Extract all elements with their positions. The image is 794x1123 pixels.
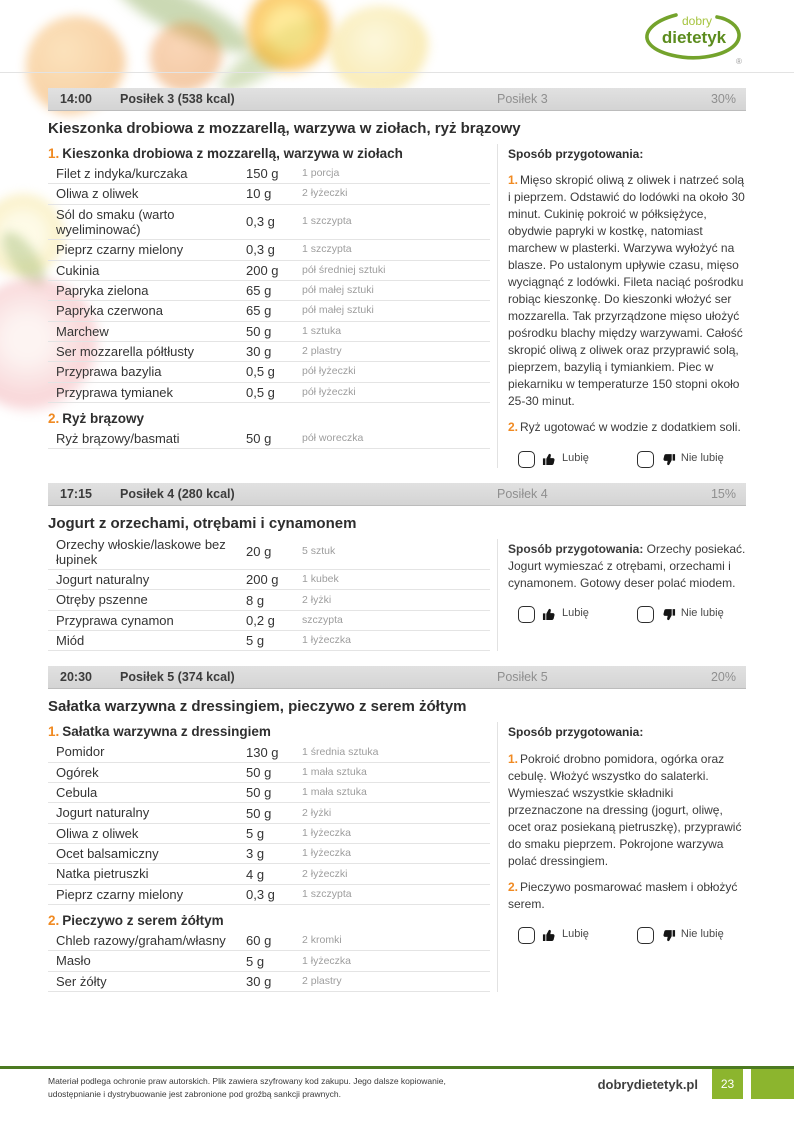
- page-header: [0, 0, 794, 73]
- ingredient-name: Miód: [56, 633, 85, 649]
- ingredient-name: Papryka czerwona: [56, 303, 163, 319]
- thumbs-up-icon: [542, 928, 557, 943]
- ingredient-amount: 200 g: [246, 262, 279, 278]
- ingredient-amount: 4 g: [246, 866, 265, 882]
- like-label[interactable]: Lubię: [562, 452, 589, 465]
- preparation-text: Sposób przygotowania: Orzechy posiekać. Jogurt wymieszać z otrębami, orzechami i cynamonem. Gotowy deser polać miodem.: [508, 541, 746, 590]
- brand-logo-swoosh: [640, 8, 744, 68]
- registered-mark: ®: [736, 57, 742, 66]
- ingredient-name: Ser żółty: [56, 973, 107, 989]
- ingredient-name: Ryż brązowy/basmati: [56, 430, 180, 446]
- ingredient-table: [48, 931, 490, 992]
- ingredient-row: [48, 301, 490, 321]
- preparation-step: 1. Mięso skropić oliwą z oliwek i natrzeć solą i pieprzem. Odstawić do lodówki na około 30 minut. Cukinię pokroić w półksiężyce, obydwie papryki w kostkę, natomiast marchew w plasterki. Warzywa wyłożyć na blasze. Po ustalonym upływie czasu, mięso wyciągnąć z lodówki. Fileta naciąć pośrodku robiąc kieszonkę. Do kieszonki włożyć ser mozzarella. Tak przyrządzone mięso ułożyć pośrodku blachy między warzywami. Całość skropić oliwą z oliwek oraz przyprawić solą, pieprzem, bazylią i tymiankiem. Piec w piekarniku w temperaturze 150 stopni około 25-30 minut.: [508, 173, 745, 409]
- ingredient-name: Ocet balsamiczny: [56, 846, 159, 862]
- ingredient-row: [48, 972, 490, 992]
- ingredient-amount: 150 g: [246, 166, 279, 182]
- ingredient-measure: 1 porcja: [302, 167, 340, 180]
- section-name: Ryż brązowy: [62, 410, 145, 426]
- ingredient-row: [48, 342, 490, 362]
- ingredient-measure: 2 łyżeczki: [302, 867, 348, 880]
- meal-header-title: Posiłek 4 (280 kcal): [120, 486, 235, 501]
- ingredient-name: Przyprawa cynamon: [56, 612, 174, 628]
- dislike-checkbox[interactable]: [637, 451, 654, 468]
- ingredient-amount: 50 g: [246, 323, 272, 339]
- ingredient-row: [48, 322, 490, 342]
- ingredient-amount: 8 g: [246, 592, 265, 608]
- ingredient-measure: pół woreczka: [302, 432, 364, 445]
- ingredient-amount: 50 g: [246, 805, 272, 821]
- section-number: 2.: [48, 410, 60, 426]
- ingredient-measure: 2 łyżki: [302, 806, 332, 819]
- ingredient-table: [48, 535, 490, 652]
- ingredient-amount: 0,3 g: [246, 214, 275, 230]
- ingredient-measure: 1 kubek: [302, 573, 339, 586]
- ingredient-name: Otręby pszenne: [56, 592, 148, 608]
- logo-word-top: dobry: [681, 14, 713, 28]
- meal-header-bar: [48, 483, 746, 506]
- ingredient-row: [48, 864, 490, 884]
- ingredient-amount: 50 g: [246, 785, 272, 801]
- logo-word-bottom: dietetyk: [661, 28, 727, 47]
- ingredient-measure: 5 sztuk: [302, 545, 336, 558]
- preparation-column: [498, 138, 746, 468]
- footer-accent-bar: [751, 1069, 794, 1099]
- meal-header-title: Posiłek 5 (374 kcal): [120, 670, 235, 685]
- ingredient-measure: 2 plastry: [302, 974, 342, 987]
- page-footer: [0, 1066, 794, 1101]
- section-name: Sałatka warzywna z dressingiem: [62, 724, 271, 740]
- meal-time: 14:00: [60, 92, 92, 106]
- ingredient-name: Masło: [56, 953, 91, 969]
- ingredient-measure: 1 szczypta: [302, 215, 352, 228]
- ingredient-amount: 65 g: [246, 303, 272, 319]
- ingredient-row: [48, 885, 490, 905]
- preparation-step: 2. Pieczywo posmarować masłem i obłożyć serem.: [508, 879, 738, 911]
- preparation-step: 2. Ryż ugotować w wodzie z dodatkiem soli.: [508, 420, 741, 435]
- ingredient-measure: 2 plastry: [302, 345, 342, 358]
- meals-container: [0, 88, 794, 992]
- ingredient-name: Przyprawa bazylia: [56, 364, 162, 380]
- ingredient-name: Ser mozzarella półtłusty: [56, 343, 194, 359]
- meal-section: [48, 666, 746, 992]
- ingredient-name: Przyprawa tymianek: [56, 384, 174, 400]
- ingredient-section-title: [48, 411, 490, 426]
- dish-title: Jogurt z orzechami, otrębami i cynamonem: [48, 514, 357, 532]
- ingredient-amount: 5 g: [246, 953, 265, 969]
- meal-header-percent: 30%: [710, 92, 736, 106]
- section-name: Kieszonka drobiowa z mozzarellą, warzywa w ziołach: [62, 146, 403, 161]
- ingredient-row: [48, 783, 490, 803]
- ingredient-name: Orzechy włoskie/laskowe bez łupinek: [56, 536, 226, 567]
- ingredient-section-title: [48, 724, 490, 739]
- ingredient-amount: 5 g: [246, 825, 265, 841]
- ingredient-measure: 1 szczypta: [302, 243, 352, 256]
- section-number: 2.: [48, 913, 60, 929]
- section-name: Pieczywo z serem żółtym: [62, 913, 224, 929]
- like-label[interactable]: Lubię: [562, 607, 589, 620]
- ingredient-measure: pół łyżeczki: [302, 385, 356, 398]
- ingredient-amount: 5 g: [246, 633, 265, 649]
- ingredient-measure: 2 łyżeczki: [302, 187, 348, 200]
- ingredient-amount: 65 g: [246, 283, 272, 299]
- meal-header-percent: 15%: [710, 486, 736, 501]
- dish-title: Kieszonka drobiowa z mozzarellą, warzywa w ziołach, ryż brązowy: [48, 120, 521, 137]
- ingredient-section-title: [48, 146, 490, 161]
- page-number: 23: [712, 1069, 743, 1099]
- ingredient-row: [48, 803, 490, 823]
- ingredients-column: [48, 716, 490, 992]
- ingredient-measure: 1 łyżeczka: [302, 954, 352, 967]
- meal-header-label: Posiłek 3: [497, 92, 548, 106]
- ingredient-name: Jogurt naturalny: [56, 805, 150, 821]
- feedback-controls: [508, 927, 746, 944]
- meal-header-title: Posiłek 3 (538 kcal): [120, 92, 235, 106]
- meal-header-bar: [48, 666, 746, 689]
- ingredient-measure: 1 łyżeczka: [302, 634, 352, 647]
- ingredient-amount: 60 g: [246, 933, 272, 949]
- meal-time: 20:30: [60, 670, 92, 685]
- ingredient-name: Ogórek: [56, 764, 99, 780]
- preparation-column: [498, 716, 746, 992]
- ingredient-section-title: [48, 913, 490, 928]
- ingredient-row: [48, 362, 490, 382]
- ingredient-row: [48, 240, 490, 260]
- meal-section: [48, 88, 746, 468]
- preparation-step: 1. Pokroić drobno pomidora, ogórka oraz cebulę. Włożyć wszystko do salaterki. Wymieszać wszystkie składniki przeznaczone na dressing (jogurt, oliwę, ocet oraz posiekaną pietruszkę), przyprawić do smaku pieprzem. Pokrojone warzywa polać dressingiem.: [508, 751, 742, 868]
- ingredients-column: [48, 138, 490, 468]
- ingredient-name: Pomidor: [56, 744, 105, 760]
- ingredient-name: Papryka zielona: [56, 282, 149, 298]
- ingredient-row: [48, 429, 490, 449]
- ingredient-measure: 2 łyżki: [302, 593, 332, 606]
- ingredient-name: Pieprz czarny mielony: [56, 242, 184, 258]
- ingredient-name: Oliwa z oliwek: [56, 825, 139, 841]
- thumbs-down-icon: [661, 607, 676, 622]
- ingredient-row: [48, 951, 490, 971]
- step-number: 1.: [508, 173, 519, 188]
- dislike-label[interactable]: Nie lubię: [680, 607, 724, 620]
- dislike-label[interactable]: Nie lubię: [680, 452, 724, 465]
- ingredient-name: Sól do smaku (warto wyeliminować): [56, 206, 175, 237]
- ingredient-amount: 0,2 g: [246, 612, 275, 628]
- ingredient-measure: 1 łyżeczka: [302, 826, 352, 839]
- ingredient-name: Oliwa z oliwek: [56, 186, 139, 202]
- ingredient-measure: 1 mała sztuka: [302, 765, 367, 778]
- step-number: 2.: [508, 420, 519, 435]
- like-checkbox[interactable]: [518, 606, 535, 623]
- dislike-checkbox[interactable]: [637, 927, 654, 944]
- ingredient-row: [48, 742, 490, 762]
- ingredient-measure: pół małej sztuki: [302, 304, 374, 317]
- ingredient-name: Cukinia: [56, 262, 100, 278]
- ingredient-measure: pół łyżeczki: [302, 365, 356, 378]
- ingredient-amount: 0,5 g: [246, 384, 275, 400]
- ingredient-amount: 0,3 g: [246, 886, 275, 902]
- ingredient-amount: 0,3 g: [246, 242, 275, 258]
- feedback-controls: [508, 451, 746, 468]
- ingredient-name: Chleb razowy/graham/własny: [56, 933, 226, 949]
- ingredient-row: [48, 383, 490, 403]
- ingredient-name: Jogurt naturalny: [56, 572, 150, 588]
- ingredient-measure: pół małej sztuki: [302, 284, 374, 297]
- step-number: 2.: [508, 879, 519, 894]
- dislike-checkbox[interactable]: [637, 606, 654, 623]
- ingredient-amount: 10 g: [246, 186, 272, 202]
- ingredient-measure: 1 sztuka: [302, 324, 342, 337]
- preparation-heading: Sposób przygotowania:: [508, 541, 644, 556]
- ingredient-table: [48, 164, 490, 403]
- ingredient-table: [48, 742, 490, 905]
- ingredient-row: [48, 611, 490, 631]
- dislike-label[interactable]: Nie lubię: [680, 928, 724, 941]
- website-link[interactable]: dobrydietetyk.pl: [597, 1077, 698, 1092]
- brand-logo: [640, 8, 744, 73]
- ingredient-row: [48, 590, 490, 610]
- ingredients-column: [48, 533, 490, 652]
- like-label[interactable]: Lubię: [562, 928, 589, 941]
- copyright-notice: Materiał podlega ochronie praw autorskich. Plik zawiera szyfrowany kod zakupu. Jego dalsze kopiowanie, udostępnianie i dystrybuowanie jest zabronione pod groźbą sankcji prawnych.: [48, 1076, 446, 1100]
- ingredient-row: [48, 570, 490, 590]
- ingredient-measure: 1 średnia sztuka: [302, 745, 379, 758]
- ingredient-amount: 3 g: [246, 846, 265, 862]
- ingredient-name: Filet z indyka/kurczaka: [56, 166, 188, 181]
- ingredient-measure: pół średniej sztuki: [302, 263, 386, 276]
- meal-header-label: Posiłek 5: [497, 670, 548, 685]
- step-number: 1.: [508, 751, 519, 766]
- ingredient-name: Natka pietruszki: [56, 866, 149, 882]
- thumbs-up-icon: [542, 452, 557, 467]
- ingredient-amount: 0,5 g: [246, 364, 275, 380]
- ingredient-amount: 130 g: [246, 744, 279, 760]
- ingredient-row: [48, 824, 490, 844]
- ingredient-row: [48, 184, 490, 204]
- ingredient-amount: 50 g: [246, 764, 272, 780]
- ingredient-row: [48, 631, 490, 651]
- dish-title: Sałatka warzywna z dressingiem, pieczywo z serem żółtym: [48, 698, 467, 716]
- ingredient-row: [48, 763, 490, 783]
- ingredient-row: [48, 281, 490, 301]
- meal-header-bar: [48, 88, 746, 111]
- ingredient-name: Cebula: [56, 785, 98, 801]
- ingredient-amount: 200 g: [246, 572, 279, 588]
- ingredient-row: [48, 844, 490, 864]
- ingredient-row: [48, 931, 490, 951]
- like-checkbox[interactable]: [518, 451, 535, 468]
- feedback-controls: [508, 606, 746, 623]
- thumbs-down-icon: [661, 452, 676, 467]
- ingredient-measure: 1 szczypta: [302, 887, 352, 900]
- ingredient-measure: 1 mała sztuka: [302, 786, 367, 799]
- ingredient-measure: 1 łyżeczka: [302, 847, 352, 860]
- meal-time: 17:15: [60, 486, 92, 501]
- ingredient-measure: szczypta: [302, 613, 343, 626]
- meal-header-percent: 20%: [710, 670, 736, 685]
- section-number: 1.: [48, 146, 60, 161]
- ingredient-table: [48, 429, 490, 449]
- preparation-heading: Sposób przygotowania:: [508, 725, 644, 740]
- ingredient-measure: 2 kromki: [302, 934, 342, 947]
- like-checkbox[interactable]: [518, 927, 535, 944]
- ingredient-name: Pieprz czarny mielony: [56, 886, 184, 902]
- ingredient-row: [48, 261, 490, 281]
- meal-header-label: Posiłek 4: [497, 486, 548, 501]
- ingredient-amount: 30 g: [246, 973, 272, 989]
- ingredient-amount: 30 g: [246, 344, 272, 360]
- ingredient-row: [48, 205, 490, 241]
- meal-section: [48, 483, 746, 652]
- thumbs-up-icon: [542, 607, 557, 622]
- ingredient-row: [48, 164, 490, 184]
- preparation-heading: Sposób przygotowania:: [508, 147, 644, 161]
- ingredient-name: Marchew: [56, 323, 109, 339]
- ingredient-amount: 50 g: [246, 431, 272, 447]
- preparation-column: [498, 533, 746, 652]
- thumbs-down-icon: [661, 928, 676, 943]
- section-number: 1.: [48, 724, 60, 740]
- ingredient-amount: 20 g: [246, 544, 272, 560]
- ingredient-row: [48, 535, 490, 571]
